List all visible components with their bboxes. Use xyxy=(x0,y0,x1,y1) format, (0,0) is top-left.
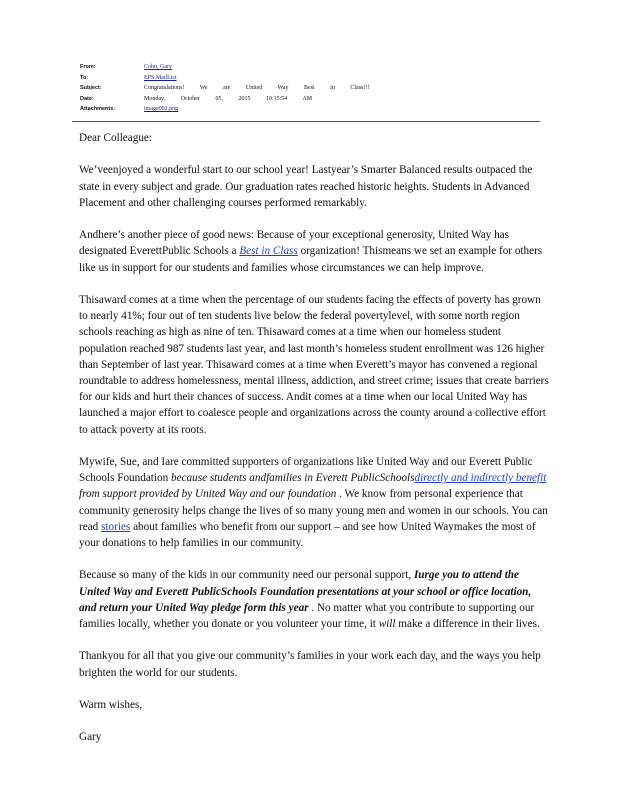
date-row xyxy=(80,94,540,105)
email-header xyxy=(80,62,540,115)
signature: Gary xyxy=(79,731,102,744)
from-value[interactable]: Cohn, Gary xyxy=(144,64,172,70)
paragraph-4 xyxy=(79,454,549,551)
header-divider xyxy=(72,121,540,122)
p5-text-b: . No matter what you contribute to supporting our families locally, whether you donate or you volunteer your time, it xyxy=(79,601,535,631)
paragraph-6: Thankyou for all that you give our community’s families in your work each day, and the ways you help brighten the world for our students. xyxy=(79,650,541,679)
subject-value xyxy=(144,83,540,94)
greeting: Dear Colleague: xyxy=(79,132,152,144)
p5-bold-request: Iurge you to attend the United Way and Everett PublicSchools Foundation presentations at your school or office location, and return your United Way pledge form this year xyxy=(79,569,532,614)
to-label: To: xyxy=(80,74,89,81)
directly-benefit-link[interactable]: directly and indirectly benefit xyxy=(414,472,547,485)
paragraph-1: We’veenjoyed a wonderful start to our school year! Lastyear’s Smarter Balanced results outpaced the state in every subject and grade. Our graduation rates reached historic heights. Students in Advanced Placement and other challenging courses performed remarkably. xyxy=(79,164,533,209)
subject-label: Subject: xyxy=(80,85,102,91)
date-label: Date: xyxy=(80,95,94,102)
to-row xyxy=(80,73,540,84)
subject-word: United xyxy=(245,85,263,91)
email-body xyxy=(79,130,549,762)
p5-italic-will: will xyxy=(378,618,396,631)
p2-text-b: organization! Thismeans we set an example for others like us in support for our students and families whose circumstances we can help improve. xyxy=(79,245,543,274)
p4-text-b: . We know from personal experience that community generosity helps change the lives of so many young men and women in our schools. You can read xyxy=(79,488,548,533)
from-label: From: xyxy=(80,64,96,70)
paragraph-3: Thisaward comes at a time when the percentage of our students facing the effects of poverty has grown to nearly 41%; four out of ten students live below the federal povertylevel, with some north region schools reaching as high as nine of ten. Thisaward comes at a time when our homeless student population reached 987 students last year, and last month’s homeless student enrollment was 126 higher than September of last year. Thisaward comes at a time when Everett’s mayor has convened a regional roundtable to address homelessness, mental illness, addiction, and street crime; issues that create barriers for our kids and hurt their chances of success. Andit comes at a time when our local United Way has launched a major effort to coalesce people and organizations across the county around a collective effort to attack poverty at its roots. xyxy=(79,293,549,436)
paragraph-2 xyxy=(79,227,549,276)
closing: Warm wishes, xyxy=(79,699,143,711)
subject-word: are xyxy=(223,85,231,91)
subject-word: Congratulations! xyxy=(144,85,185,91)
best-in-class-link[interactable]: Best in Class xyxy=(239,245,298,258)
date-word: October xyxy=(180,95,200,102)
date-value xyxy=(144,94,540,105)
p4-text-a: Mywife, Sue, and Iare committed supporters of organizations like United Way and our Everett Public Schools Foundation xyxy=(79,456,533,485)
attachments-label: Attachments: xyxy=(80,106,116,112)
p4-italic-2: from support provided by United Way and our foundation xyxy=(79,488,337,501)
p5-text-c: make a difference in their lives. xyxy=(395,618,540,631)
paragraph-5 xyxy=(79,567,549,632)
date-word: 05, xyxy=(215,95,223,102)
stories-link[interactable]: stories xyxy=(101,520,131,533)
date-word: AM xyxy=(302,95,313,102)
subject-row xyxy=(80,83,540,94)
attachments-row xyxy=(80,104,540,115)
date-word: Monday, xyxy=(144,95,166,102)
subject-word: We xyxy=(199,85,208,91)
p4-italic-1: because students andfamilies in Everett PublicSchools xyxy=(171,472,415,485)
date-word: 10:15:54 xyxy=(265,95,288,102)
attachment-link[interactable]: image002.png xyxy=(144,106,179,112)
to-value[interactable]: EPS MailList xyxy=(144,74,177,81)
p4-text-c: about families who benefit from our support – and see how United Waymakes the most of your donations to help families in our community. xyxy=(79,520,536,550)
subject-word: in xyxy=(330,85,335,91)
p5-text-a: Because so many of the kids in our community need our personal support, xyxy=(79,569,414,582)
subject-word: Class!!! xyxy=(350,85,370,91)
date-word: 2015 xyxy=(238,95,251,102)
subject-word: Way xyxy=(277,85,289,91)
subject-word: Best xyxy=(304,85,315,91)
p2-text-a: Andhere’s another piece of good news: Because of your exceptional generosity, United Way has designated EverettPublic Schools a xyxy=(79,229,509,258)
from-row xyxy=(80,62,540,73)
